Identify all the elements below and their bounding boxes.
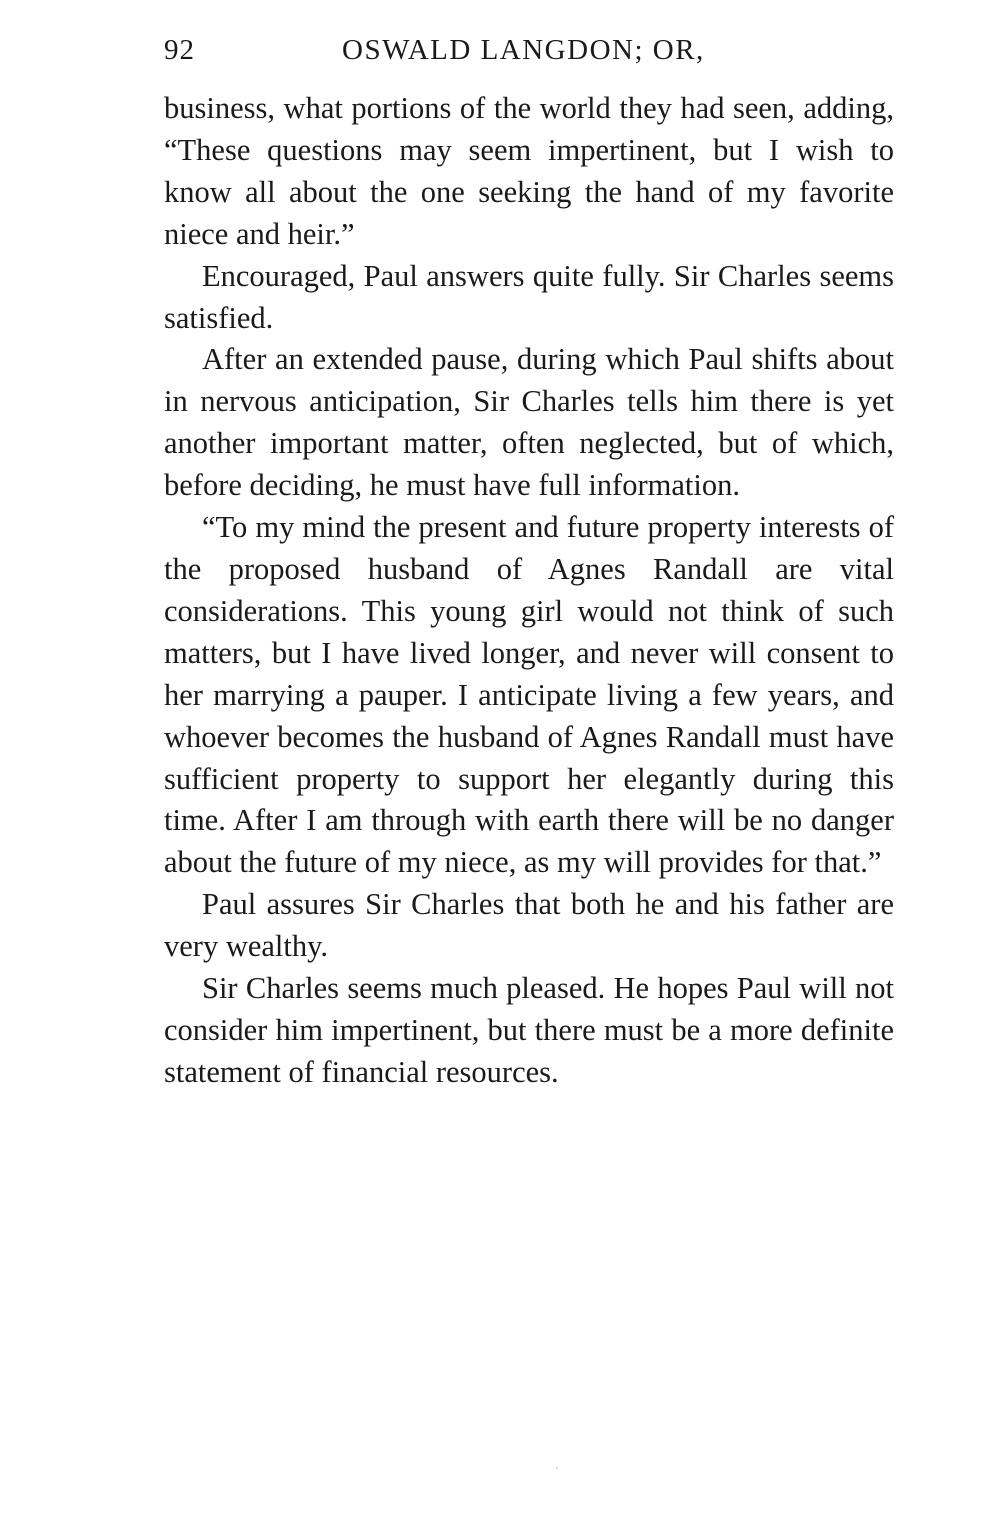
paragraph-paul-assures: Paul assures Sir Charles that both he and his father are very wealthy. (164, 887, 894, 964)
paragraph-paul-answers: Encouraged, Paul answers quite fully. Sir Charles seems satisfied. (164, 258, 894, 335)
running-head (164, 26, 894, 74)
paper-speck (556, 1467, 558, 1469)
paragraph-sir-charles-speech: “To my mind the present and future property interests of the proposed husband of Agnes Randall are vital considerations. This young girl would not think of such matters, but I have lived longer, and never will consent to her marrying a pauper. I anticipate living a few years, and whoever becomes the husband of Agnes Randall must have sufficient property to support her elegantly during this time. After I am through with earth there will be no danger about the future of my niece, as my will provides for that.” (164, 510, 894, 880)
page-number: 92 (164, 34, 195, 66)
paragraph-sir-charles-pleased: Sir Charles seems much pleased. He hopes Paul will not consider him impertinent, but there must be a more definite statement of financial resources. (164, 971, 894, 1089)
paragraph-extended-pause: After an extended pause, during which Paul shifts about in nervous anticipation, Sir Charles tells him there is yet another important matter, often neglected, but of which, before deciding, he must have full information. (164, 342, 894, 503)
running-title: OSWALD LANGDON; OR, (342, 34, 705, 66)
paragraph-continuation: business, what portions of the world they had seen, adding, “These questions may seem impertinent, but I wish to know all about the one seeking the hand of my favorite niece and heir.” (164, 91, 894, 251)
body-text (164, 88, 894, 1094)
